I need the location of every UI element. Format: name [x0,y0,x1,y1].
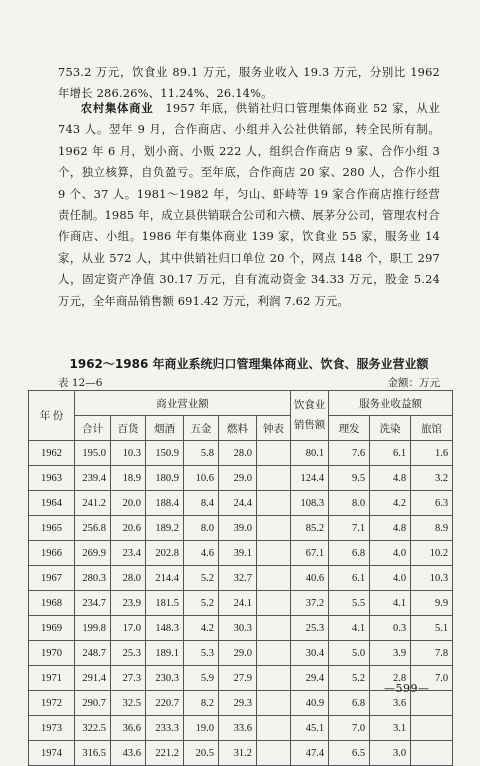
value-cell: 1.6 [411,441,453,466]
table-number: 表 12—6 [58,377,103,389]
value-cell: 181.5 [146,591,184,616]
value-cell: 220.7 [146,691,184,716]
value-cell: 7.0 [329,716,370,741]
col-header: 烟酒 [146,416,184,441]
col-header: 百货 [111,416,146,441]
value-cell: 241.2 [75,491,111,516]
value-cell: 19.0 [184,716,219,741]
table-body [29,441,453,766]
value-cell: 40.6 [291,566,329,591]
value-cell: 20.5 [184,741,219,766]
year-cell: 1964 [29,491,75,516]
table-row [29,741,453,766]
value-cell: 316.5 [75,741,111,766]
value-cell [411,741,453,766]
value-cell: 5.9 [184,666,219,691]
year-cell: 1971 [29,666,75,691]
value-cell [257,616,291,641]
col-header: 钟表 [257,416,291,441]
value-cell: 28.0 [219,441,257,466]
value-cell: 3.2 [411,466,453,491]
table-row [29,591,453,616]
table-title: 1962～1986 年商业系统归口管理集体商业、饮食、服务业营业额 [69,357,429,371]
value-cell: 256.8 [75,516,111,541]
value-cell: 6.1 [370,441,411,466]
col-header: 燃料 [219,416,257,441]
value-cell: 29.0 [219,466,257,491]
value-cell: 7.0 [411,666,453,691]
value-cell: 5.3 [184,641,219,666]
value-cell: 124.4 [291,466,329,491]
value-cell: 30.4 [291,641,329,666]
value-cell: 39.1 [219,541,257,566]
value-cell: 25.3 [291,616,329,641]
table-row [29,566,453,591]
value-cell: 3.0 [370,741,411,766]
table-row [29,541,453,566]
value-cell: 32.7 [219,566,257,591]
col-header: 五金 [184,416,219,441]
value-cell [411,716,453,741]
value-cell: 8.0 [184,516,219,541]
commerce-group-header: 商业营业额 [75,391,291,416]
value-cell: 7.1 [329,516,370,541]
col-header: 合计 [75,416,111,441]
value-cell [257,441,291,466]
value-cell: 40.9 [291,691,329,716]
value-cell: 23.9 [111,591,146,616]
value-cell: 180.9 [146,466,184,491]
value-cell: 24.1 [219,591,257,616]
value-cell: 29.4 [291,666,329,691]
value-cell: 4.1 [370,591,411,616]
value-cell: 108.3 [291,491,329,516]
value-cell: 148.3 [146,616,184,641]
value-cell: 27.9 [219,666,257,691]
value-cell: 8.2 [184,691,219,716]
value-cell: 85.2 [291,516,329,541]
value-cell: 10.3 [411,566,453,591]
food-sales-header: 饮食业 销售额 [291,391,329,441]
value-cell: 239.4 [75,466,111,491]
value-cell [257,591,291,616]
value-cell: 9.9 [411,591,453,616]
value-cell: 4.0 [370,566,411,591]
page-number: —599— [384,682,430,695]
value-cell: 4.8 [370,516,411,541]
value-cell [257,516,291,541]
value-cell [257,566,291,591]
table-row [29,491,453,516]
header-row-2 [29,416,453,441]
value-cell: 6.8 [329,691,370,716]
value-cell: 4.2 [370,491,411,516]
year-cell: 1965 [29,516,75,541]
value-cell [257,541,291,566]
year-cell: 1966 [29,541,75,566]
value-cell: 10.6 [184,466,219,491]
value-cell: 221.2 [146,741,184,766]
service-group-header: 服务业收益额 [329,391,453,416]
value-cell: 195.0 [75,441,111,466]
value-cell: 4.0 [370,541,411,566]
value-cell: 4.1 [329,616,370,641]
value-cell: 28.0 [111,566,146,591]
value-cell: 5.8 [184,441,219,466]
value-cell: 6.1 [329,566,370,591]
value-cell: 17.0 [111,616,146,641]
year-cell: 1963 [29,466,75,491]
value-cell: 4.8 [370,466,411,491]
value-cell: 280.3 [75,566,111,591]
value-cell: 20.0 [111,491,146,516]
value-cell: 248.7 [75,641,111,666]
value-cell: 3.1 [370,716,411,741]
value-cell: 39.0 [219,516,257,541]
value-cell: 10.3 [111,441,146,466]
value-cell: 10.2 [411,541,453,566]
value-cell: 80.1 [291,441,329,466]
value-cell: 5.2 [184,591,219,616]
year-header: 年 份 [29,391,75,441]
value-cell: 202.8 [146,541,184,566]
value-cell: 37.2 [291,591,329,616]
year-cell: 1967 [29,566,75,591]
col-header: 洗染 [370,416,411,441]
value-cell: 27.3 [111,666,146,691]
year-cell: 1968 [29,591,75,616]
value-cell [257,491,291,516]
value-cell: 30.3 [219,616,257,641]
value-cell: 67.1 [291,541,329,566]
paragraph-body: 1957 年底，供销社归口管理集体商业 52 家，从业 743 人。翌年 9 月，合作商店、小组并入公社供销部，转全民所有制。1962 年 6 月，划小商、小贩 222 人，组织合作商店 9 家、合作小组 3 个，独立核算，自负盈亏。至年底，合作商店 20 家、280 人，合作小组 9 个、37 人。1981～1982 年，匀山、虾峙等 19 家合作商店推行经营责任制。1985 年，成立县供销联合公司和六横、展茅分公司，管理农村合作商店、小组。1986 年有集体商业 139 家，饮食业 55 家，服务业 14 家，从业 572 人，其中供销社归口单位 20 个，网点 148 个，职工 297 人，固定资产净值 30.17 万元，自有流动资金 34.33 万元，股金 5.24 万元，全年商品销售额 691.42 万元，利润 7.62 万元。 [58,101,440,308]
value-cell: 6.5 [329,741,370,766]
year-cell: 1972 [29,691,75,716]
value-cell: 0.3 [370,616,411,641]
value-cell: 188.4 [146,491,184,516]
value-cell: 20.6 [111,516,146,541]
value-cell [257,466,291,491]
value-cell: 9.5 [329,466,370,491]
value-cell: 3.9 [370,641,411,666]
value-cell: 6.8 [329,541,370,566]
value-cell: 2.8 [370,666,411,691]
paragraph-continued: 753.2 万元，饮食业 89.1 万元，服务业收入 19.3 万元，分别比 1962 年增长 286.26%、11.24%、26.14%。 [58,65,440,101]
value-cell: 31.2 [219,741,257,766]
revenue-table [28,390,453,766]
value-cell: 234.7 [75,591,111,616]
section-heading: 农村集体商业 [80,101,154,115]
value-cell: 24.4 [219,491,257,516]
value-cell: 8.9 [411,516,453,541]
value-cell: 3.6 [370,691,411,716]
value-cell: 5.0 [329,641,370,666]
value-cell: 29.0 [219,641,257,666]
value-cell: 230.3 [146,666,184,691]
value-cell: 45.1 [291,716,329,741]
value-cell: 8.4 [184,491,219,516]
year-cell: 1973 [29,716,75,741]
paragraph-rural-collective-commerce [58,98,440,312]
table-row [29,641,453,666]
value-cell: 199.8 [75,616,111,641]
col-header: 旅馆 [411,416,453,441]
value-cell: 47.4 [291,741,329,766]
value-cell: 214.4 [146,566,184,591]
value-cell: 189.2 [146,516,184,541]
value-cell: 4.2 [184,616,219,641]
value-cell: 233.3 [146,716,184,741]
value-cell: 5.2 [329,666,370,691]
value-cell: 4.6 [184,541,219,566]
value-cell [257,691,291,716]
value-cell [257,741,291,766]
year-cell: 1962 [29,441,75,466]
table-row [29,466,453,491]
col-header: 理发 [329,416,370,441]
value-cell: 7.6 [329,441,370,466]
table-unit: 金额：万元 [387,377,440,389]
value-cell: 32.5 [111,691,146,716]
value-cell: 36.6 [111,716,146,741]
value-cell: 189.1 [146,641,184,666]
table-row [29,616,453,641]
table-row [29,716,453,741]
value-cell [257,666,291,691]
year-cell: 1970 [29,641,75,666]
value-cell: 322.5 [75,716,111,741]
value-cell: 150.9 [146,441,184,466]
value-cell: 7.8 [411,641,453,666]
table-row [29,441,453,466]
header-row-1 [29,391,453,416]
value-cell: 5.5 [329,591,370,616]
value-cell: 29.3 [219,691,257,716]
value-cell [257,716,291,741]
value-cell: 290.7 [75,691,111,716]
value-cell: 23.4 [111,541,146,566]
value-cell: 5.2 [184,566,219,591]
value-cell: 5.1 [411,616,453,641]
year-cell: 1974 [29,741,75,766]
value-cell [257,641,291,666]
value-cell: 6.3 [411,491,453,516]
value-cell: 25.3 [111,641,146,666]
value-cell: 269.9 [75,541,111,566]
value-cell: 33.6 [219,716,257,741]
value-cell: 291.4 [75,666,111,691]
value-cell: 43.6 [111,741,146,766]
year-cell: 1969 [29,616,75,641]
value-cell: 8.0 [329,491,370,516]
table-row [29,516,453,541]
value-cell: 18.9 [111,466,146,491]
